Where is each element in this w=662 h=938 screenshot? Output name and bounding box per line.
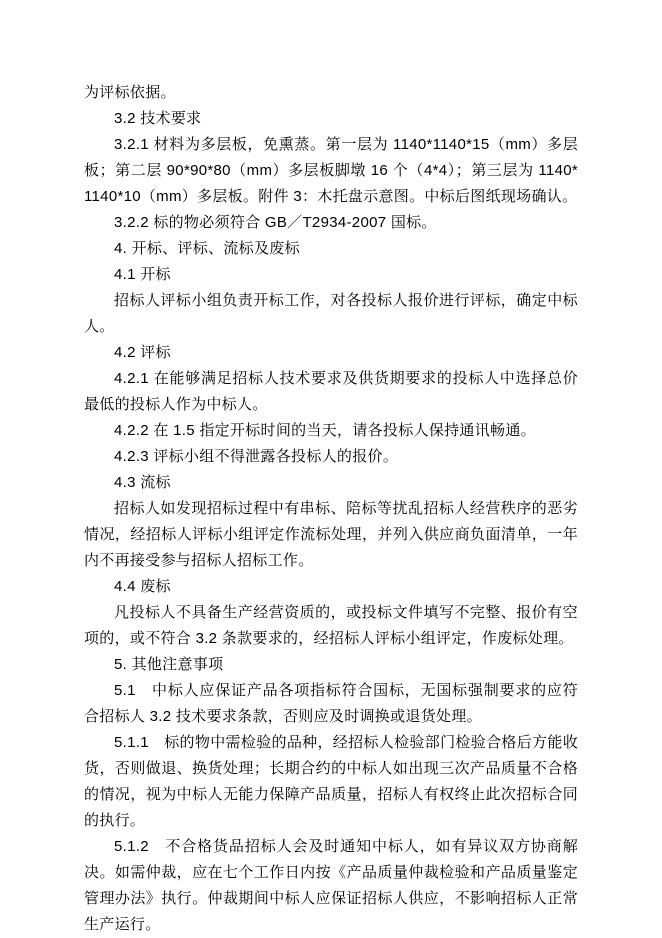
paragraph: 4.2.3 评标小组不得泄露各投标人的报价。: [114, 448, 399, 465]
paragraph: 5. 其他注意事项: [114, 656, 224, 673]
paragraph: 招标人如发现招标过程中有串标、陪标等扰乱招标人经营秩序的恶劣情况，经招标人评标小组评定作流标处理，并列入供应商负面清单，一年内不再接受参与招标人招标工作。: [84, 500, 578, 569]
paragraph: 招标人评标小组负责开标工作，对各投标人报价进行评标，确定中标人。: [84, 292, 578, 335]
paragraph: 4.2.1 在能够满足招标人技术要求及供货期要求的投标人中选择总价最低的投标人作为中标人。: [84, 370, 578, 413]
paragraph: 4.4 废标: [114, 578, 171, 595]
paragraph: 4.3 流标: [114, 474, 171, 491]
paragraph: 3.2.1 材料为多层板，免熏蒸。第一层为 1140*1140*15（mm）多层板；第二层 90*90*80（mm）多层板脚墩 16 个（4*4）；第三层为 1140*1140*10（mm）多层板。附件 3：木托盘示意图。中标后图纸现场确认。: [84, 136, 578, 205]
paragraph: 3.2.2 标的物必须符合 GB／T2934-2007 国标。: [114, 214, 437, 231]
paragraph: 5.1.1 标的物中需检验的品种，经招标人检验部门检验合格后方能收货，否则做退、换货处理；长期合约的中标人如出现三次产品质量不合格的情况，视为中标人无能力保障产品质量，招标人有权终止此次招标合同的执行。: [84, 734, 578, 829]
paragraph: 凡投标人不具备生产经营资质的，或投标文件填写不完整、报价有空项的，或不符合 3.2 条款要求的，经招标人评标小组评定，作废标处理。: [84, 604, 578, 647]
paragraph: 为评标依据。: [84, 84, 176, 101]
paragraph: 5.1 中标人应保证产品各项指标符合国标，无国标强制要求的应符合招标人 3.2 技术要求条款，否则应及时调换或退货处理。: [84, 682, 578, 725]
paragraph: 5.1.2 不合格货品招标人会及时通知中标人，如有异议双方协商解决。如需仲裁，应在七个工作日内按《产品质量仲裁检验和产品质量鉴定管理办法》执行。仲裁期间中标人应保证招标人供应，不影响招标人正常生产运行。: [84, 838, 578, 933]
paragraph: 4.1 开标: [114, 266, 171, 283]
document-body: [84, 80, 578, 938]
paragraph: 4.2 评标: [114, 344, 171, 361]
paragraph: 4.2.2 在 1.5 指定开标时间的当天，请各投标人保持通讯畅通。: [114, 422, 536, 439]
paragraph: 3.2 技术要求: [114, 110, 202, 127]
paragraph: 4. 开标、评标、流标及废标: [114, 240, 300, 257]
